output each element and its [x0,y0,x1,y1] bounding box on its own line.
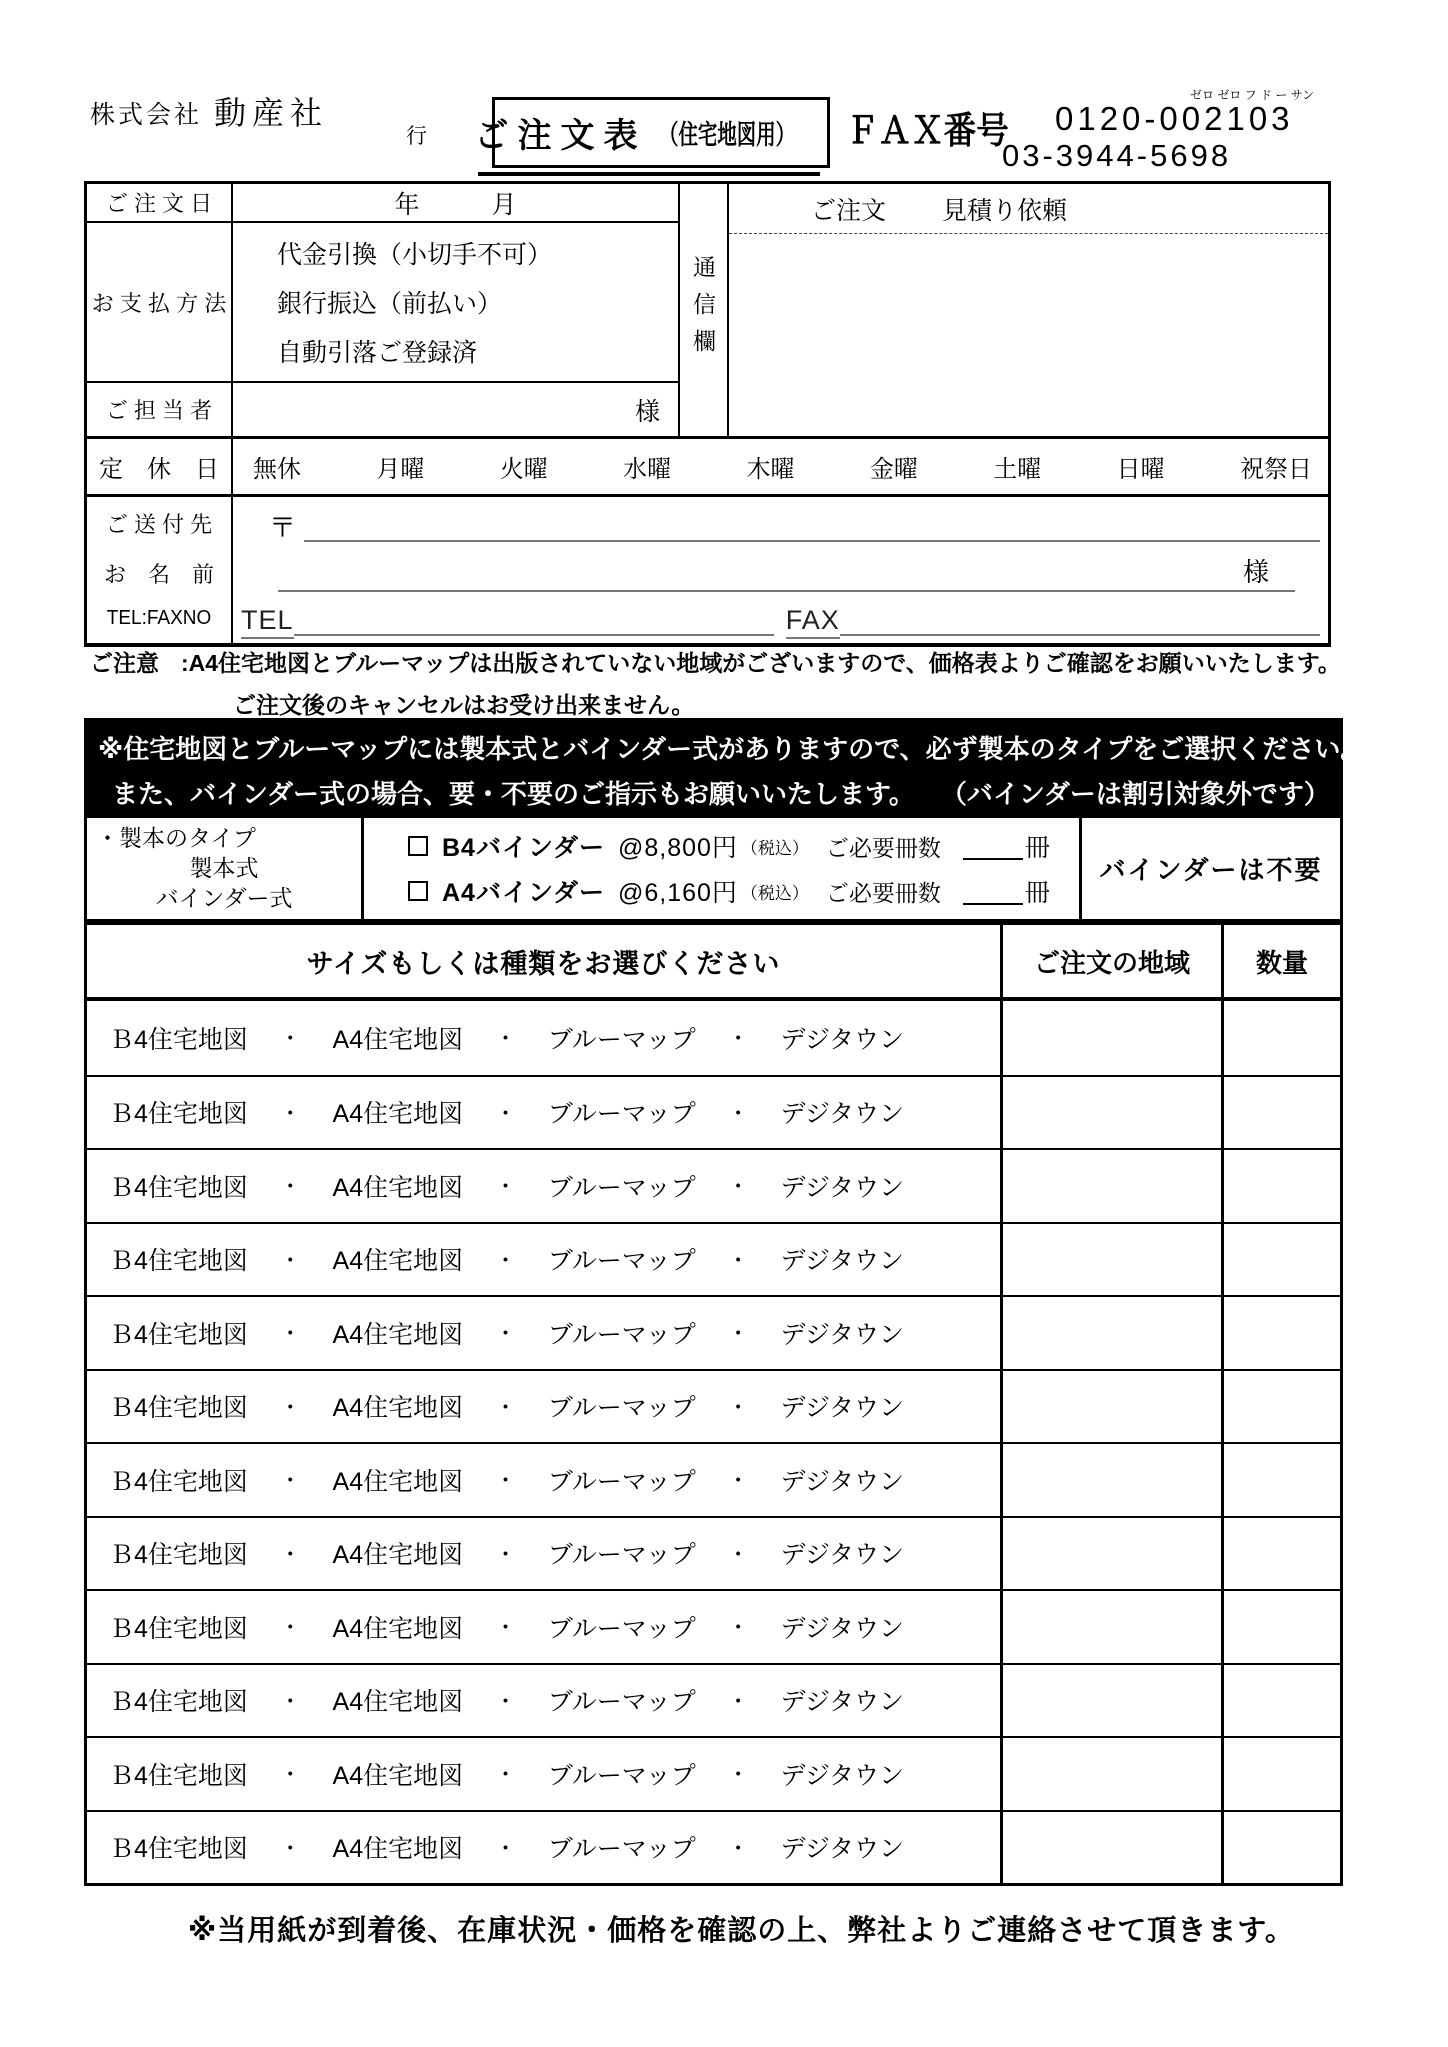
month-label: 月 [491,190,517,219]
option-b4-map[interactable]: Ｂ4住宅地図 [109,1688,248,1717]
row-option-cell [87,1150,1003,1222]
fax-label: FAX [786,605,840,639]
contact-person-label: ご 担 当 者 [87,383,233,436]
communication-area[interactable] [729,234,1328,436]
form-title-note: （住宅地図用） [658,120,795,150]
option-b4-map[interactable]: Ｂ4住宅地図 [109,1761,248,1790]
a4-binder-qty-label: ご必要冊数 [825,879,941,906]
qty-input-cell[interactable] [1224,1371,1340,1443]
notice-line2: ご注文後のキャンセルはお受け出来ません。 [233,692,695,718]
binding-type-binder[interactable]: バインダー式 [155,885,293,911]
name-honorific: 様 [1242,557,1269,587]
table-row [87,1442,1340,1516]
order-info-table [84,181,1331,647]
fax-line[interactable] [840,634,1320,636]
option-separator: ・ [494,1394,517,1420]
option-digitown[interactable]: デジタウン [780,1100,904,1129]
b4-binder-name[interactable]: B4バインダー [442,834,605,862]
option-separator: ・ [727,1026,750,1052]
name-line[interactable] [278,545,1295,592]
option-b4-map[interactable]: Ｂ4住宅地図 [109,1247,248,1276]
option-separator: ・ [279,1835,302,1861]
shipping-name-label: お 名 前 [103,561,214,587]
option-bluemap[interactable]: ブルーマップ [547,1761,696,1790]
region-input-cell[interactable] [1003,1665,1224,1737]
qty-input-cell[interactable] [1224,1150,1340,1222]
option-separator: ・ [727,1174,750,1200]
qty-input-cell[interactable] [1224,1591,1340,1663]
table-row [87,1148,1340,1222]
order-type-option-estimate[interactable]: 見積り依頼 [942,196,1068,225]
option-separator: ・ [279,1100,302,1126]
row-option-cell [87,1371,1003,1443]
option-bluemap[interactable]: ブルーマップ [547,1467,696,1496]
option-a4-map[interactable]: A4住宅地図 [332,1541,464,1570]
option-separator: ・ [279,1762,302,1788]
tel-line[interactable] [294,634,774,636]
option-bluemap[interactable]: ブルーマップ [547,1614,696,1643]
binder-option-b4 [408,828,1079,864]
a4-binder-price: @6,160円 [617,879,738,907]
row-option-cell [87,1001,1003,1075]
payment-option-autodebit[interactable]: 自動引落ご登録済 [277,339,478,367]
a4-binder-name[interactable]: A4バインダー [442,879,605,907]
holiday-label: 定 休 日 [87,439,233,494]
option-separator: ・ [494,1247,517,1273]
option-a4-map[interactable]: A4住宅地図 [332,1173,464,1202]
a4-binder-checkbox[interactable] [408,881,428,901]
payment-option-bank[interactable]: 銀行振込（前払い） [277,290,503,318]
row-option-cell [87,1738,1003,1810]
row-option-cell [87,1591,1003,1663]
option-separator: ・ [727,1321,750,1347]
option-separator: ・ [494,1615,517,1641]
option-separator: ・ [279,1026,302,1052]
option-bluemap[interactable]: ブルーマップ [547,1173,696,1202]
option-separator: ・ [727,1615,750,1641]
option-digitown[interactable]: デジタウン [780,1025,904,1054]
option-digitown[interactable]: デジタウン [780,1467,904,1496]
day-thursday[interactable]: 木曜 [746,456,795,483]
qty-input-cell[interactable] [1224,1812,1340,1884]
qty-input-cell[interactable] [1224,1297,1340,1369]
region-input-cell[interactable] [1003,1444,1224,1516]
order-table-header [87,925,1340,1001]
b4-binder-checkbox[interactable] [408,836,428,856]
binder-option-a4 [408,873,1079,909]
b4-binder-qty-label: ご必要冊数 [825,834,941,861]
option-a4-map[interactable]: A4住宅地図 [332,1835,464,1864]
option-digitown[interactable]: デジタウン [780,1614,904,1643]
order-date-field[interactable] [233,184,678,221]
fax-tollfree-number: 0120-002103 [1055,100,1294,137]
option-separator: ・ [727,1247,750,1273]
option-separator: ・ [279,1468,302,1494]
form-title: ご注文表 [474,117,647,155]
qty-input-cell[interactable] [1224,1444,1340,1516]
table-row [87,1589,1340,1663]
qty-input-cell[interactable] [1224,1077,1340,1149]
option-digitown[interactable]: デジタウン [780,1173,904,1202]
option-digitown[interactable]: デジタウン [780,1835,904,1864]
row-option-cell [87,1665,1003,1737]
no-binder-label[interactable]: バインダーは不要 [1099,855,1323,885]
day-tuesday[interactable]: 火曜 [499,456,548,483]
row-option-cell [87,1224,1003,1296]
option-separator: ・ [279,1174,302,1200]
region-input-cell[interactable] [1003,1001,1224,1075]
table-row [87,1516,1340,1590]
day-sunday[interactable]: 日曜 [1116,456,1165,483]
option-separator: ・ [279,1394,302,1420]
option-bluemap[interactable]: ブルーマップ [547,1247,696,1276]
option-b4-map[interactable]: Ｂ4住宅地図 [109,1100,248,1129]
region-input-cell[interactable] [1003,1738,1224,1810]
option-separator: ・ [279,1321,302,1347]
option-b4-map[interactable]: Ｂ4住宅地図 [109,1835,248,1864]
row-option-cell [87,1518,1003,1590]
tel-label: TEL [241,605,294,639]
b4-qty-line[interactable] [963,858,1023,860]
region-input-cell[interactable] [1003,1518,1224,1590]
row-option-cell [87,1812,1003,1884]
qty-input-cell[interactable] [1224,1001,1340,1075]
region-input-cell[interactable] [1003,1297,1224,1369]
payment-options [233,223,678,381]
banner-line2: また、バインダー式の場合、要・不要のご指示もお願いいたします。 （バインダーは割引対象外です） [112,779,1330,809]
notice-label: ご注意 [90,650,159,676]
company-prefix: 株式会社 [90,101,203,129]
day-none[interactable]: 無休 [253,456,301,483]
region-input-cell[interactable] [1003,1224,1224,1296]
table-row [87,1222,1340,1296]
option-separator: ・ [494,1541,517,1567]
size-header: サイズもしくは種類をお選びください [87,925,1003,997]
a4-binder-tax-note: （税込） [740,883,809,903]
a4-qty-line[interactable] [963,903,1023,905]
table-row [87,1736,1340,1810]
table-row [87,1075,1340,1149]
notice-block [90,645,1341,720]
option-digitown[interactable]: デジタウン [780,1320,904,1349]
address-line[interactable] [304,540,1320,542]
day-friday[interactable]: 金曜 [869,456,918,483]
table-row [87,1001,1340,1075]
binding-type-banner [84,718,1367,815]
option-separator: ・ [727,1541,750,1567]
day-monday[interactable]: 月曜 [376,456,425,483]
postal-mark: 〒 [269,513,296,543]
day-wednesday[interactable]: 水曜 [623,456,672,483]
qty-input-cell[interactable] [1224,1224,1340,1296]
memo-column-label: 通信欄 [690,254,716,366]
order-items-table [84,922,1343,1886]
binder-selection-table [84,815,1343,922]
option-bluemap[interactable]: ブルーマップ [547,1025,696,1054]
table-row [87,1810,1340,1884]
order-rows [87,1001,1340,1883]
day-saturday[interactable]: 土曜 [993,456,1042,483]
option-a4-map[interactable]: A4住宅地図 [332,1761,464,1790]
option-b4-map[interactable]: Ｂ4住宅地図 [109,1541,248,1570]
option-bluemap[interactable]: ブルーマップ [547,1100,696,1129]
fax-number: 03-3944-5698 [1002,138,1232,173]
qty-input-cell[interactable] [1224,1738,1340,1810]
option-bluemap[interactable]: ブルーマップ [547,1688,696,1717]
option-separator: ・ [494,1688,517,1714]
option-digitown[interactable]: デジタウン [780,1394,904,1423]
notice-line1: :A4住宅地図とブルーマップは出版されていない地域がございますので、価格表よりご確認をお願いいたします。 [181,650,1341,676]
option-bluemap[interactable]: ブルーマップ [547,1394,696,1423]
year-label: 年 [394,190,420,219]
qty-input-cell[interactable] [1224,1665,1340,1737]
option-digitown[interactable]: デジタウン [780,1761,904,1790]
option-separator: ・ [727,1762,750,1788]
option-digitown[interactable]: デジタウン [780,1688,904,1717]
option-digitown[interactable]: デジタウン [780,1247,904,1276]
payment-method-label: お 支 払 方 法 [87,223,233,381]
region-input-cell[interactable] [1003,1371,1224,1443]
option-a4-map[interactable]: A4住宅地図 [332,1614,464,1643]
fax-number-label: ＦＡＸ番号 [846,110,1009,151]
binder-options-cell [364,818,1082,919]
option-b4-map[interactable]: Ｂ4住宅地図 [109,1173,248,1202]
option-separator: ・ [494,1100,517,1126]
option-a4-map[interactable]: A4住宅地図 [332,1247,464,1276]
a4-binder-unit: 冊 [1024,879,1050,907]
shipping-label-column [87,497,233,643]
option-separator: ・ [494,1174,517,1200]
table-row [87,1369,1340,1443]
option-b4-map[interactable]: Ｂ4住宅地図 [109,1394,248,1423]
option-separator: ・ [727,1468,750,1494]
row-option-cell [87,1077,1003,1149]
option-a4-map[interactable]: A4住宅地図 [332,1394,464,1423]
option-separator: ・ [727,1394,750,1420]
binding-type-cell [87,818,364,919]
day-national-holiday[interactable]: 祝祭日 [1240,456,1312,483]
option-bluemap[interactable]: ブルーマップ [547,1320,696,1349]
option-separator: ・ [279,1541,302,1567]
order-type-row [729,184,1328,234]
table-row [87,1663,1340,1737]
shipping-telfax-label: TEL:FAXNO [106,607,212,629]
option-b4-map[interactable]: Ｂ4住宅地図 [109,1614,248,1643]
footer-note: ※当用紙が到着後、在庫状況・価格を確認の上、弊社よりご連絡させて頂きます。 [188,1915,1295,1947]
payment-option-cod[interactable]: 代金引換（小切手不可） [277,241,553,269]
region-input-cell[interactable] [1003,1150,1224,1222]
option-a4-map[interactable]: A4住宅地図 [332,1025,464,1054]
contact-person-field[interactable] [233,383,678,436]
qty-header: 数量 [1255,947,1308,978]
form-title-box [474,97,830,168]
option-separator: ・ [494,1762,517,1788]
option-a4-map[interactable]: A4住宅地図 [332,1467,464,1496]
b4-binder-unit: 冊 [1024,834,1050,862]
title-underline [478,172,820,176]
row-option-cell [87,1297,1003,1369]
addressee-suffix: 行 [406,125,427,148]
region-input-cell[interactable] [1003,1077,1224,1149]
banner-line1: ※住宅地図とブルーマップには製本式とバインダー式がありますので、必ず製本のタイプをご選択ください。 [98,734,1367,764]
option-separator: ・ [494,1026,517,1052]
shipping-address-label: ご 送 付 先 [105,512,213,537]
region-header: ご注文の地域 [1003,925,1224,997]
fax-tollfree-furigana: ゼロ ゼロ フ ド ー サン [1190,88,1315,102]
order-type-option-order[interactable]: ご注文 [811,196,887,225]
option-b4-map[interactable]: Ｂ4住宅地図 [109,1467,248,1496]
contact-honorific: 様 [634,397,660,426]
option-separator: ・ [279,1247,302,1273]
option-a4-map[interactable]: A4住宅地図 [332,1688,464,1717]
binding-type-bound[interactable]: 製本式 [189,855,259,881]
option-bluemap[interactable]: ブルーマップ [547,1835,696,1864]
table-row [87,1295,1340,1369]
option-b4-map[interactable]: Ｂ4住宅地図 [109,1025,248,1054]
option-separator: ・ [279,1688,302,1714]
option-separator: ・ [494,1321,517,1347]
company-name: 動産社 [214,95,329,131]
option-digitown[interactable]: デジタウン [780,1541,904,1570]
option-separator: ・ [727,1100,750,1126]
option-separator: ・ [727,1688,750,1714]
option-bluemap[interactable]: ブルーマップ [547,1541,696,1570]
option-separator: ・ [494,1835,517,1861]
option-a4-map[interactable]: A4住宅地図 [332,1100,464,1129]
b4-binder-tax-note: （税込） [740,838,809,858]
holiday-days [233,439,1328,494]
row-option-cell [87,1444,1003,1516]
memo-column [680,184,729,436]
no-binder-cell[interactable] [1082,818,1340,919]
option-separator: ・ [279,1615,302,1641]
b4-binder-price: @8,800円 [617,834,738,862]
region-input-cell[interactable] [1003,1812,1224,1884]
option-separator: ・ [494,1468,517,1494]
order-date-label: ご 注 文 日 [87,184,233,221]
option-separator: ・ [727,1835,750,1861]
option-b4-map[interactable]: Ｂ4住宅地図 [109,1320,248,1349]
binding-type-label: ・製本のタイプ [96,825,256,851]
option-a4-map[interactable]: A4住宅地図 [332,1320,464,1349]
region-input-cell[interactable] [1003,1591,1224,1663]
qty-input-cell[interactable] [1224,1518,1340,1590]
